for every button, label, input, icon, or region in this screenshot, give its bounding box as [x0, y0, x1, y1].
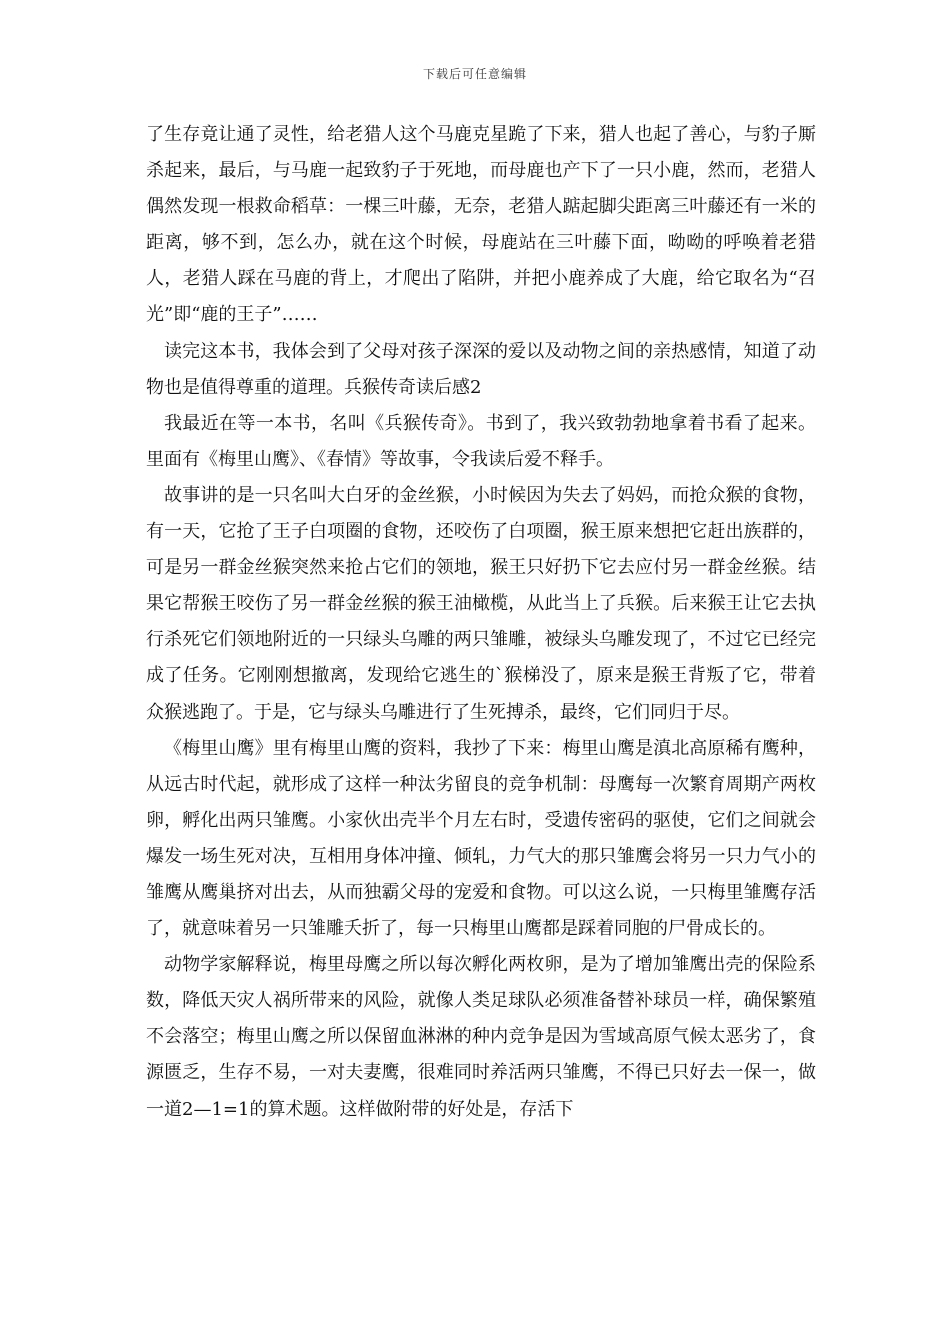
paragraph-4: 故事讲的是一只名叫大白牙的金丝猴，小时候因为失去了妈妈，而抢众猴的食物，有一天，它抢了王子白项圈的食物，还咬伤了白项圈，猴王原来想把它赶出族群的，可是另一群金丝猴突然来抢占它们的领地，猴王只好扔下它去应付另一群金丝猴。结果它帮猴王咬伤了另一群金丝猴的猴王油橄榄，从此当上了兵猴。后来猴王让它去执行杀死它们领地附近的一只绿头乌雕的两只雏雕，被绿头乌雕发现了，不过它已经完成了任务。它刚刚想撤离，发现给它逃生的`猴梯没了，原来是猴王背叛了它，带着众猴逃跑了。于是，它与绿头乌雕进行了生死搏杀，最终，它们同归于尽。: [146, 484, 816, 723]
document-body: [146, 117, 816, 1128]
paragraph-2: 读完这本书，我体会到了父母对孩子深深的爱以及动物之间的亲热感情，知道了动物也是值得尊重的道理。兵猴传奇读后感2: [146, 340, 816, 398]
paragraph-5: 《梅里山鹰》里有梅里山鹰的资料，我抄了下来：梅里山鹰是滇北高原稀有鹰种，从远古时代起，就形成了这样一种汰劣留良的竞争机制：母鹰每一次繁育周期产两枚卵，孵化出两只雏鹰。小家伙出壳半个月左右时，受遗传密码的驱使，它们之间就会爆发一场生死对决，互相用身体冲撞、倾轧，力气大的那只雏鹰会将另一只力气小的雏鹰从鹰巢挤对出去，从而独霸父母的宠爱和食物。可以这么说，一只梅里雏鹰存活了，就意味着另一只雏雕夭折了，每一只梅里山鹰都是踩着同胞的尸骨成长的。: [146, 737, 816, 940]
paragraph-3: 我最近在等一本书，名叫《兵猴传奇》。书到了，我兴致勃勃地拿着书看了起来。里面有《梅里山鹰》、《春情》等故事，令我读后爱不释手。: [146, 412, 816, 470]
paragraph-6: 动物学家解释说，梅里母鹰之所以每次孵化两枚卵，是为了增加雏鹰出壳的保险系数，降低天灾人祸所带来的风险，就像人类足球队必须准备替补球员一样，确保繁殖不会落空；梅里山鹰之所以保留血淋淋的种内竞争是因为雪域高原气候太恶劣了，食源匮乏，生存不易，一对夫妻鹰，很难同时养活两只雏鹰，不得已只好去一保一，做一道2—1=1的算术题。这样做附带的好处是，存活下: [146, 954, 816, 1120]
page-header: 下载后可任意编辑: [422, 67, 527, 81]
paragraph-1: 了生存竟让通了灵性，给老猎人这个马鹿克星跪了下来，猎人也起了善心，与豹子厮杀起来，最后，与马鹿一起致豹子于死地，而母鹿也产下了一只小鹿，然而，老猎人偶然发现一根救命稻草：一棵三叶藤，无奈，老猎人踮起脚尖距离三叶藤还有一米的距离，够不到，怎么办，就在这个时候，母鹿站在三叶藤下面，呦呦的呼唤着老猎人，老猎人踩在马鹿的背上，才爬出了陷阱，并把小鹿养成了大鹿，给它取名为“召光”即“鹿的王子”……: [146, 124, 816, 326]
